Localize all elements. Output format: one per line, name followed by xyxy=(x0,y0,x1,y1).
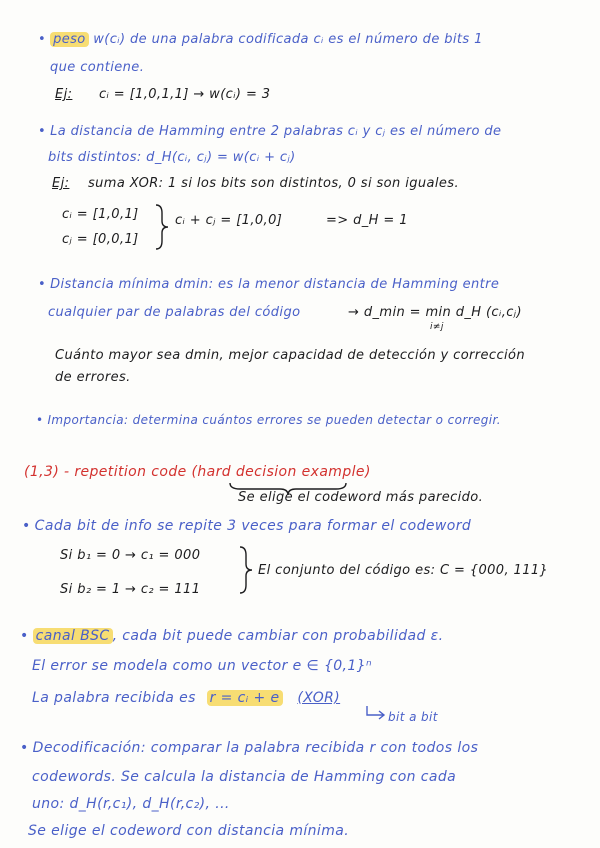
repetition-title: (1,3) - repetition code (hard decision example) xyxy=(24,464,371,480)
cj-vector: cⱼ = [0,0,1] xyxy=(62,232,139,247)
bullet-dot: • xyxy=(22,518,31,534)
hamming-line-1 xyxy=(38,124,501,139)
decod-line-4: Se elige el codeword con distancia mínima. xyxy=(28,823,350,839)
bullet-dot: • xyxy=(38,124,47,139)
bullet-dot: • xyxy=(38,277,47,292)
bsc-line-3-text: La palabra recibida es xyxy=(32,690,196,706)
curly-brace-icon xyxy=(154,203,170,251)
dmin-formula: → d_min = min d_H (cᵢ,cⱼ) xyxy=(348,305,522,320)
hamming-text: La distancia de Hamming entre 2 palabras cᵢ y cⱼ es el número de xyxy=(50,124,502,139)
xor-label: (XOR) xyxy=(297,690,341,706)
ci-vector: cᵢ = [1,0,1] xyxy=(62,207,139,222)
ej-label: Ej: xyxy=(52,176,70,191)
repetition-text: Cada bit de info se repite 3 veces para formar el codeword xyxy=(34,518,472,534)
dmin-line-1 xyxy=(38,277,499,292)
peso-text: w(cᵢ) de una palabra codificada cᵢ es el número de bits 1 xyxy=(93,32,483,47)
b1-line: Si b₁ = 0 → c₁ = 000 xyxy=(60,548,201,563)
peso-line-2: que contiene. xyxy=(50,60,145,75)
conjunto-line: El conjunto del código es: C = {000, 111} xyxy=(258,563,549,578)
bullet-dot: • xyxy=(38,32,47,47)
curly-brace-icon xyxy=(238,545,254,595)
bsc-line-2: El error se modela como un vector e ∈ {0,1}ⁿ xyxy=(32,658,373,674)
ej-text: suma XOR: 1 si los bits son distintos, 0 si son iguales. xyxy=(87,176,459,191)
bsc-line-3 xyxy=(32,690,340,706)
bit-a-bit: bit a bit xyxy=(388,710,438,724)
ej-label: Ej: xyxy=(55,87,73,102)
peso-example xyxy=(55,87,270,102)
importancia-text: Importancia: determina cuántos errores se pueden detectar o corregir. xyxy=(47,413,501,427)
decod-line-2: codewords. Se calcula la distancia de Hamming con cada xyxy=(32,769,457,785)
importancia-line xyxy=(36,413,501,427)
bsc-line-1 xyxy=(20,628,443,644)
received-formula: r = cᵢ + e xyxy=(207,690,283,706)
repetition-line-1 xyxy=(22,518,471,534)
ej-text: cᵢ = [1,0,1,1] → w(cᵢ) = 3 xyxy=(98,87,271,102)
peso-line-1 xyxy=(38,32,483,47)
dmin-note-1: Cuánto mayor sea dmin, mejor capacidad de detección y corrección xyxy=(55,348,526,363)
hook-arrow-icon xyxy=(364,705,388,721)
dmin-line-2: cualquier par de palabras del código xyxy=(48,305,301,320)
dmin-text: Distancia mínima dmin: es la menor distancia de Hamming entre xyxy=(50,277,500,292)
hamming-line-2: bits distintos: d_H(cᵢ, cⱼ) = w(cᵢ + cⱼ) xyxy=(48,150,296,165)
bullet-dot: • xyxy=(36,413,44,427)
dmin-note-2: de errores. xyxy=(55,370,131,385)
dmin-formula-sub: i≠j xyxy=(430,322,444,332)
brace-note: Se elige el codeword más parecido. xyxy=(238,490,484,505)
decod-line-3: uno: d_H(r,c₁), d_H(r,c₂), ... xyxy=(32,796,230,812)
bullet-dot: • xyxy=(20,740,29,756)
b2-line: Si b₂ = 1 → c₂ = 111 xyxy=(60,582,201,597)
hamming-example xyxy=(52,176,459,191)
dh-result: => d_H = 1 xyxy=(326,213,408,228)
sum-vector: cᵢ + cⱼ = [1,0,0] xyxy=(175,213,283,228)
decod-line-1 xyxy=(20,740,478,756)
bsc-highlight: canal BSC xyxy=(33,628,113,644)
peso-highlight: peso xyxy=(50,32,89,47)
bsc-text: , cada bit puede cambiar con probabilidad ε. xyxy=(112,628,444,644)
decod-text: Decodificación: comparar la palabra recibida r con todos los xyxy=(32,740,479,756)
bullet-dot: • xyxy=(20,628,29,644)
